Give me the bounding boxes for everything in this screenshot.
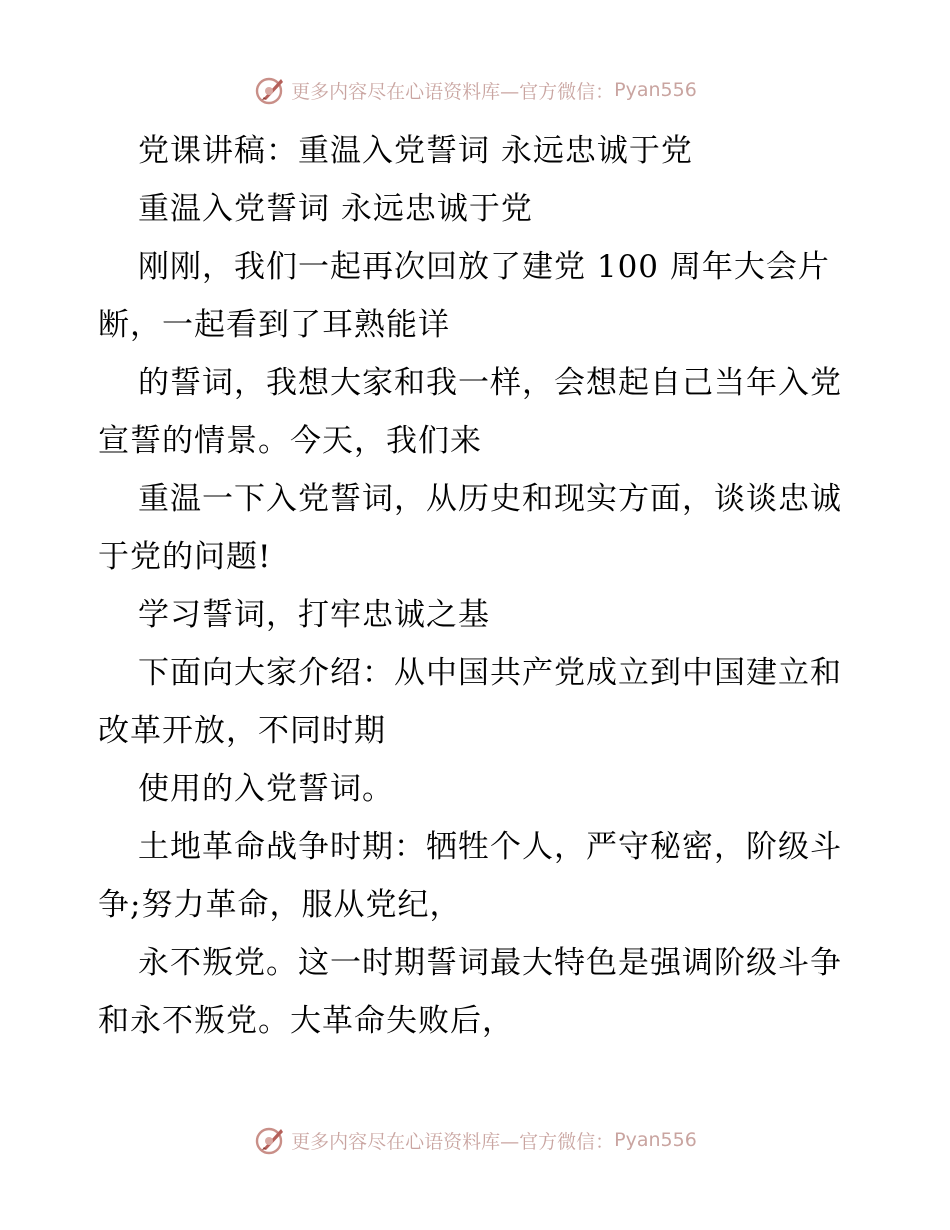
document-body [98,122,858,1050]
body-paragraph: 土地革命战争时期：牺牲个人，严守秘密，阶级斗争;努力革命，服从党纪， [98,829,842,923]
section-heading: 学习誓词，打牢忠诚之基 [138,597,490,633]
body-paragraph: 刚刚，我们一起再次回放了建党 100 周年大会片断，一起看到了耳熟能详 [98,249,830,343]
watermark-text: 更多内容尽在心语资料库—官方微信： [291,1130,615,1153]
quill-circle-logo-icon [253,73,287,107]
body-paragraph: 下面向大家介绍：从中国共产党成立到中国建立和改革开放，不同时期 [98,655,842,749]
watermark-wechat-id: Pyan556 [614,79,697,101]
body-paragraph: 使用的入党誓词。 [138,771,394,807]
document-title: 党课讲稿：重温入党誓词 永远忠诚于党 [138,133,693,169]
header-watermark [0,70,950,110]
watermark-text: 更多内容尽在心语资料库—官方微信： [291,80,615,103]
body-paragraph: 的誓词，我想大家和我一样，会想起自己当年入党宣誓的情景。今天，我们来 [98,365,842,459]
watermark-wechat-id: Pyan556 [614,1129,697,1151]
body-paragraph: 重温一下入党誓词，从历史和现实方面，谈谈忠诚于党的问题! [98,481,842,575]
quill-circle-logo-icon [253,1123,287,1157]
body-paragraph: 永不叛党。这一时期誓词最大特色是强调阶级斗争和永不叛党。大革命失败后， [98,945,842,1039]
footer-watermark [0,1120,950,1160]
document-subtitle: 重温入党誓词 永远忠诚于党 [138,191,533,227]
